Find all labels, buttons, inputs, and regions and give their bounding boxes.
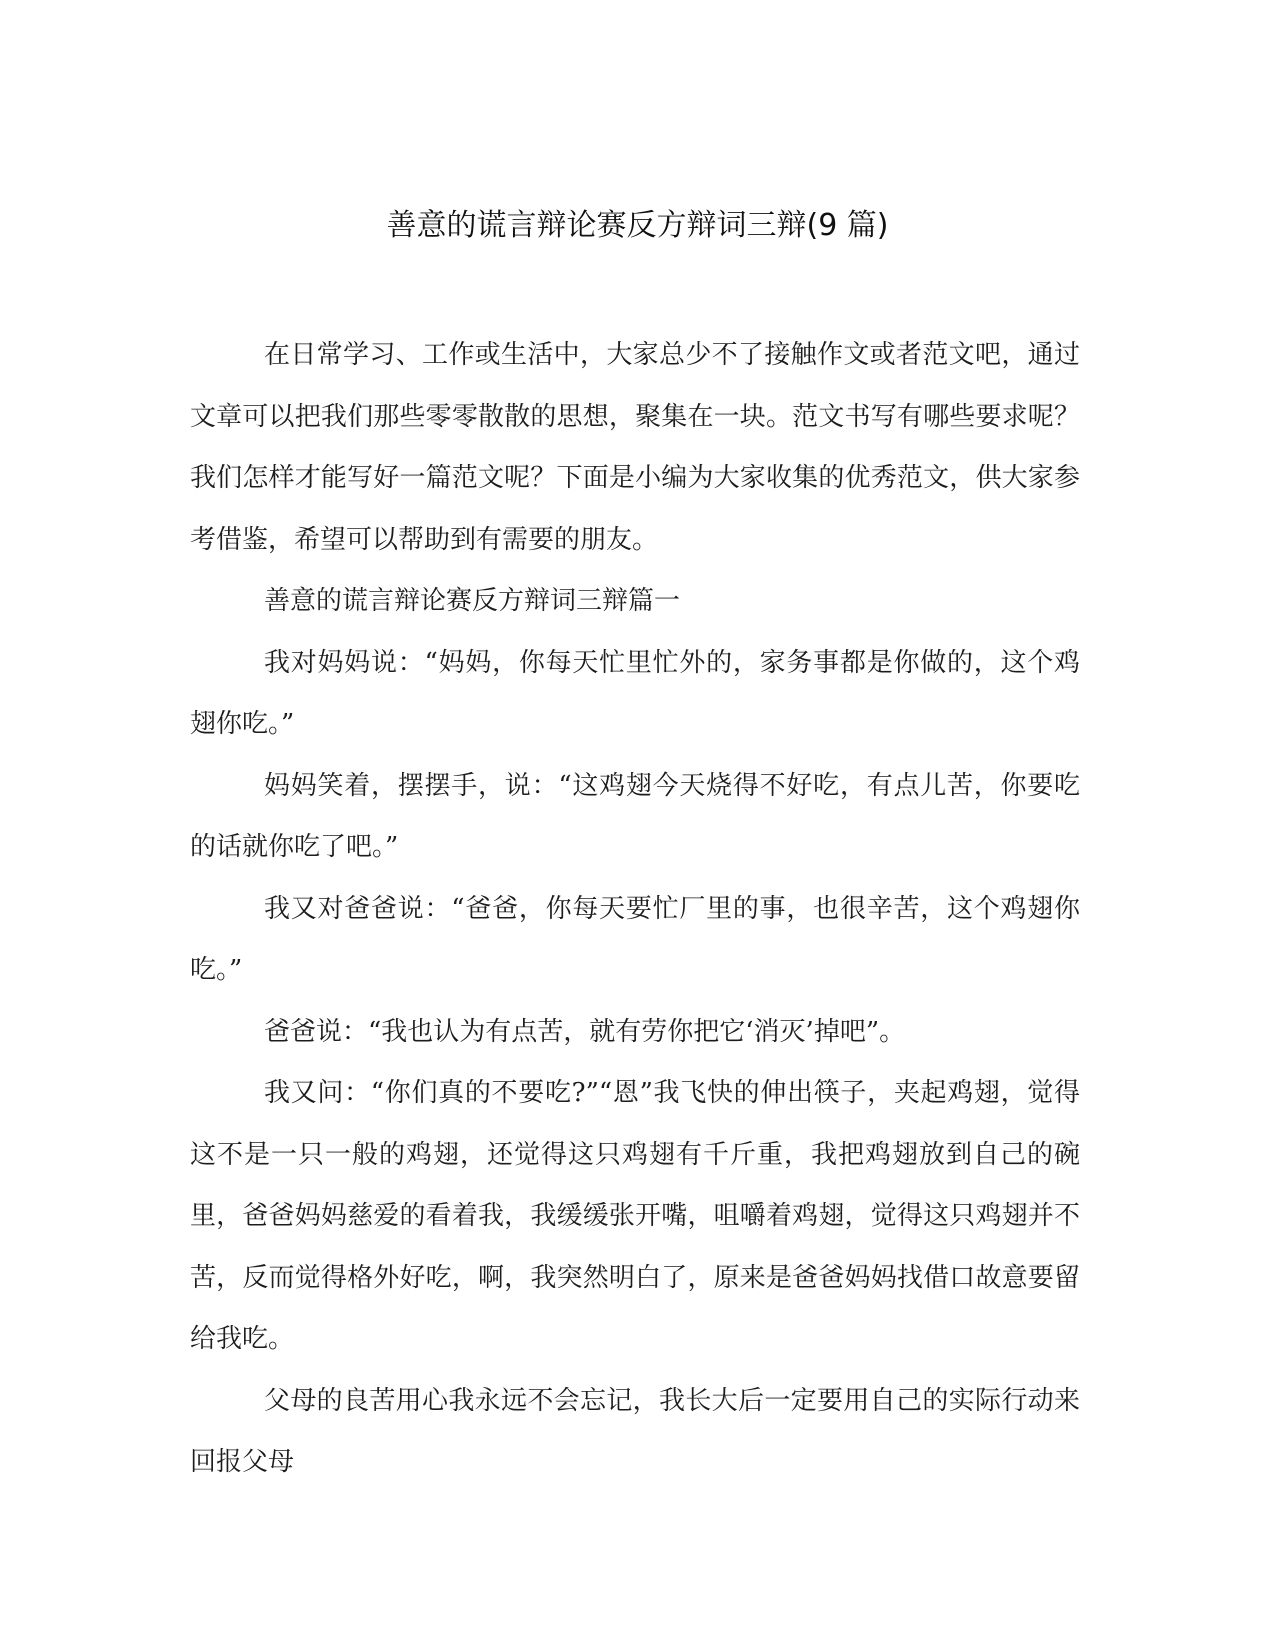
paragraph: 爸爸说：“我也认为有点苦，就有劳你把它‘消灭’掉吧”。	[264, 1016, 906, 1047]
paragraph-intro: 在日常学习、工作或生活中，大家总少不了接触作文或者范文吧，通过文章可以把我们那些零零散散的思想，聚集在一块。范文书写有哪些要求呢？我们怎样才能写好一篇范文呢？下面是小编为大家收集的优秀范文，供大家参考借鉴，希望可以帮助到有需要的朋友。	[190, 340, 1080, 555]
paragraph: 妈妈笑着，摆摆手，说：“这鸡翅今天烧得不好吃，有点儿苦，你要吃的话就你吃了吧。”	[190, 770, 1080, 862]
paragraph: 父母的良苦用心我永远不会忘记，我长大后一定要用自己的实际行动来回报父母	[190, 1385, 1080, 1477]
paragraph: 我又对爸爸说：“爸爸，你每天要忙厂里的事，也很辛苦，这个鸡翅你吃。”	[190, 893, 1080, 985]
paragraph: 我又问：“你们真的不要吃?”“恩”我飞快的伸出筷子，夹起鸡翅，觉得这不是一只一般的鸡翅，还觉得这只鸡翅有千斤重，我把鸡翅放到自己的碗里，爸爸妈妈慈爱的看着我，我缓缓张开嘴，咀嚼着鸡翅，觉得这只鸡翅并不苦，反而觉得格外好吃，啊，我突然明白了，原来是爸爸妈妈找借口故意要留给我吃。	[190, 1078, 1080, 1354]
section-heading: 善意的谎言辩论赛反方辩词三辩篇一	[264, 586, 681, 616]
paragraph: 我对妈妈说：“妈妈，你每天忙里忙外的，家务事都是你做的，这个鸡翅你吃。”	[190, 647, 1080, 739]
document-body	[190, 325, 1080, 1494]
document-title: 善意的谎言辩论赛反方辩词三辩(9 篇)	[386, 208, 889, 243]
